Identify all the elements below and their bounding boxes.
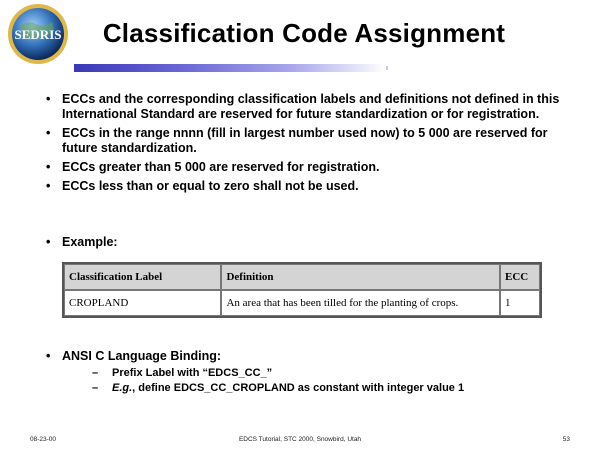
page-number: 53 <box>562 436 570 443</box>
eg-text: E.g. <box>112 382 133 394</box>
cell-definition: An area that has been tilled for the planting of crops. <box>221 290 500 316</box>
title-underline <box>74 64 386 72</box>
slide-title: Classification Code Assignment <box>102 18 506 48</box>
binding-sub-prefix: – Prefix Label with “EDCS_CC_” <box>92 367 572 380</box>
list-item: • ECCs less than or equal to zero shall not be used. <box>44 179 564 194</box>
binding-sub-example <box>92 382 572 395</box>
sedris-logo <box>6 2 70 66</box>
cell-ecc: 1 <box>500 290 540 316</box>
table-header-row <box>64 264 540 290</box>
list-item: • ECCs greater than 5 000 are reserved for registration. <box>44 160 564 175</box>
example-label: • Example: <box>44 235 362 250</box>
cell-label: CROPLAND <box>64 290 221 316</box>
list-item: • ECCs and the corresponding classification labels and definitions not defined in this International Standard are reserved for future standardization or for registration. <box>44 92 564 122</box>
classification-table <box>62 262 542 318</box>
table-row <box>64 290 540 316</box>
binding-heading: • ANSI C Language Binding: <box>44 349 562 364</box>
list-item: • ECCs in the range nnnn (fill in largest number used now) to 5 000 are reserved for future standardization. <box>44 126 564 156</box>
eg-rest: , define EDCS_CC_CROPLAND as constant with integer value 1 <box>132 382 465 394</box>
header-definition: Definition <box>221 264 500 290</box>
header-classification-label: Classification Label <box>64 264 221 290</box>
footer-title: EDCS Tutorial, STC 2000, Snowbird, Utah <box>238 436 362 443</box>
rules-list <box>44 92 564 198</box>
footer-date: 08-23-00 <box>30 436 57 443</box>
logo-text: SEDRIS <box>14 27 62 42</box>
header-ecc: ECC <box>500 264 540 290</box>
